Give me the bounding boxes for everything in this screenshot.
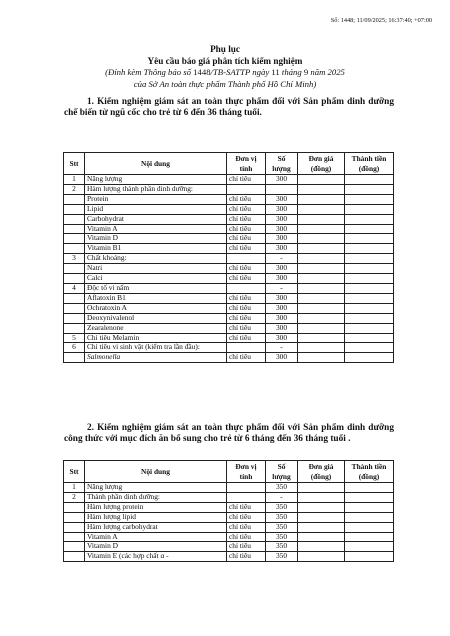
- cell-unit: chỉ tiêu: [227, 194, 266, 204]
- cell-unit-price: [298, 522, 345, 532]
- cell-unit: [227, 343, 266, 353]
- cell-content: Aflatoxin B1: [85, 293, 227, 303]
- cell-total: [345, 204, 394, 214]
- cell-total: [345, 194, 394, 204]
- table-row: [64, 502, 394, 512]
- cell-unit: chỉ tiêu: [227, 512, 266, 522]
- cell-quantity: 300: [266, 204, 298, 214]
- cell-content: Ochratoxin A: [85, 303, 227, 313]
- cell-unit: chỉ tiêu: [227, 313, 266, 323]
- cell-total: [345, 502, 394, 512]
- cell-total: [345, 323, 394, 333]
- cell-quantity: -: [266, 492, 298, 502]
- cell-unit-price: [298, 323, 345, 333]
- cell-quantity: 300: [266, 313, 298, 323]
- cell-quantity: 300: [266, 333, 298, 343]
- cell-quantity: 350: [266, 502, 298, 512]
- cell-stt: [64, 532, 85, 542]
- table-row: [64, 234, 394, 244]
- cell-unit: [227, 283, 266, 293]
- cell-quantity: 350: [266, 552, 298, 562]
- cell-total: [345, 313, 394, 323]
- cell-unit: chỉ tiêu: [227, 353, 266, 363]
- table-row: [64, 313, 394, 323]
- cell-content: Chỉ tiêu vi sinh vật (kiểm tra lần đầu):: [85, 343, 227, 353]
- cell-stt: 1: [64, 175, 85, 185]
- table-row: [64, 214, 394, 224]
- col-header-total: Thành tiền (đồng): [345, 461, 394, 483]
- cell-unit: chỉ tiêu: [227, 303, 266, 313]
- cell-unit-price: [298, 244, 345, 254]
- cell-quantity: -: [266, 283, 298, 293]
- cell-stt: [64, 264, 85, 274]
- reference-line: (Đính kèm Thông báo số 1448/TB-SATTP ngày 11 tháng 9 năm 2025: [105, 67, 345, 77]
- cell-content: Chỉ tiêu Melamin: [85, 333, 227, 343]
- cell-quantity: 300: [266, 175, 298, 185]
- col-header-content: Nội dung: [85, 153, 227, 175]
- table-row: [64, 303, 394, 313]
- cell-stt: [64, 502, 85, 512]
- cell-unit: chỉ tiêu: [227, 522, 266, 532]
- table-row: [64, 542, 394, 552]
- cell-unit: chỉ tiêu: [227, 214, 266, 224]
- cell-content: Carbohydrat: [85, 214, 227, 224]
- cell-quantity: 350: [266, 512, 298, 522]
- cell-unit-price: [298, 333, 345, 343]
- cell-content: Vitamin A: [85, 532, 227, 542]
- cell-quantity: 300: [266, 214, 298, 224]
- cell-unit: chỉ tiêu: [227, 224, 266, 234]
- cell-unit-price: [298, 274, 345, 284]
- col-header-unit-price: Đơn giá (đồng): [298, 153, 345, 175]
- cell-quantity: 300: [266, 244, 298, 254]
- page-subtitle: Yêu cầu báo giá phân tích kiểm nghiệm: [147, 56, 303, 66]
- cell-unit-price: [298, 542, 345, 552]
- table-row: [64, 532, 394, 542]
- cell-quantity: 300: [266, 234, 298, 244]
- table-row: [64, 184, 394, 194]
- cell-total: [345, 254, 394, 264]
- cell-quantity: 350: [266, 483, 298, 493]
- cell-content: Vitamin D: [85, 542, 227, 552]
- cell-unit-price: [298, 194, 345, 204]
- cell-unit: [227, 184, 266, 194]
- cell-unit: chỉ tiêu: [227, 502, 266, 512]
- cell-quantity: 300: [266, 303, 298, 313]
- cell-unit: chỉ tiêu: [227, 542, 266, 552]
- cell-unit: [227, 492, 266, 502]
- cell-unit: chỉ tiêu: [227, 204, 266, 214]
- cell-quantity: 300: [266, 224, 298, 234]
- cell-stt: [64, 552, 85, 562]
- col-header-quantity: Số lượng: [266, 461, 298, 483]
- cell-unit-price: [298, 353, 345, 363]
- cell-total: [345, 353, 394, 363]
- cell-unit-price: [298, 184, 345, 194]
- cell-total: [345, 303, 394, 313]
- cell-content: Zearalenone: [85, 323, 227, 333]
- cell-total: [345, 522, 394, 532]
- cell-total: [345, 492, 394, 502]
- cell-unit-price: [298, 303, 345, 313]
- cell-unit-price: [298, 214, 345, 224]
- cell-total: [345, 234, 394, 244]
- table-row: [64, 274, 394, 284]
- cell-content: Vitamin E (các hợp chất α -: [85, 552, 227, 562]
- cell-content: Deoxynivalenol: [85, 313, 227, 323]
- col-header-stt: Stt: [64, 461, 85, 483]
- cell-unit-price: [298, 502, 345, 512]
- table-header-row: [64, 153, 394, 175]
- cell-quantity: 350: [266, 522, 298, 532]
- cell-stt: [64, 522, 85, 532]
- cell-stt: [64, 313, 85, 323]
- cell-stt: 2: [64, 492, 85, 502]
- table-row: [64, 283, 394, 293]
- cell-total: [345, 333, 394, 343]
- cell-total: [345, 293, 394, 303]
- document-stamp: Số: 1448; 11/09/2025; 16:37:40; +07:00: [330, 17, 432, 24]
- cell-stt: [64, 542, 85, 552]
- cell-quantity: 300: [266, 353, 298, 363]
- cell-stt: [64, 353, 85, 363]
- cell-content: Chất khoáng:: [85, 254, 227, 264]
- cell-quantity: 300: [266, 264, 298, 274]
- cell-total: [345, 264, 394, 274]
- table-row: [64, 353, 394, 363]
- cell-content: Năng lượng: [85, 175, 227, 185]
- cell-content: Hàm lượng lipid: [85, 512, 227, 522]
- cell-stt: 1: [64, 483, 85, 493]
- cell-stt: 6: [64, 343, 85, 353]
- cell-unit-price: [298, 552, 345, 562]
- cell-unit: chỉ tiêu: [227, 175, 266, 185]
- table-row: [64, 512, 394, 522]
- cell-unit: chỉ tiêu: [227, 293, 266, 303]
- col-header-content: Nội dung: [85, 461, 227, 483]
- cell-unit-price: [298, 234, 345, 244]
- cell-unit-price: [298, 492, 345, 502]
- cell-content: Thành phần dinh dưỡng:: [85, 492, 227, 502]
- cell-total: [345, 184, 394, 194]
- cell-content: Hàm lượng carbohydrat: [85, 522, 227, 532]
- cell-stt: [64, 234, 85, 244]
- table-row: [64, 343, 394, 353]
- cell-stt: [64, 303, 85, 313]
- cell-unit-price: [298, 254, 345, 264]
- col-header-unit-price: Đơn giá (đồng): [298, 461, 345, 483]
- cell-content: Vitamin A: [85, 224, 227, 234]
- cell-total: [345, 274, 394, 284]
- table-row: [64, 483, 394, 493]
- cell-stt: 3: [64, 254, 85, 264]
- cell-stt: 2: [64, 184, 85, 194]
- table-row: [64, 254, 394, 264]
- col-header-total: Thành tiền (đồng): [345, 153, 394, 175]
- reference-month: 9: [303, 67, 309, 77]
- table-row: [64, 264, 394, 274]
- col-header-stt: Stt: [64, 153, 85, 175]
- cell-total: [345, 532, 394, 542]
- section-1-table: [63, 152, 394, 363]
- cell-stt: [64, 323, 85, 333]
- reference-number: 1448: [193, 67, 211, 77]
- cell-total: [345, 214, 394, 224]
- cell-stt: [64, 244, 85, 254]
- col-header-quantity: Số lượng: [266, 153, 298, 175]
- cell-unit: chỉ tiêu: [227, 552, 266, 562]
- cell-content: Lipid: [85, 204, 227, 214]
- cell-unit-price: [298, 313, 345, 323]
- table-row: [64, 244, 394, 254]
- cell-unit: [227, 254, 266, 264]
- cell-stt: [64, 204, 85, 214]
- cell-quantity: 300: [266, 323, 298, 333]
- cell-quantity: 300: [266, 274, 298, 284]
- reference-line-2: của Sở An toàn thực phẩm Thành phố Hồ Chí Minh): [133, 79, 317, 89]
- cell-unit: chỉ tiêu: [227, 274, 266, 284]
- cell-unit: chỉ tiêu: [227, 264, 266, 274]
- cell-total: [345, 552, 394, 562]
- table-row: [64, 522, 394, 532]
- cell-unit: chỉ tiêu: [227, 244, 266, 254]
- cell-content: Calci: [85, 274, 227, 284]
- cell-quantity: 300: [266, 194, 298, 204]
- cell-unit: [227, 483, 266, 493]
- reference-day: 11: [271, 67, 280, 77]
- cell-stt: [64, 293, 85, 303]
- cell-content: Vitamin D: [85, 234, 227, 244]
- cell-quantity: 350: [266, 542, 298, 552]
- table-header-row: [64, 461, 394, 483]
- cell-total: [345, 283, 394, 293]
- cell-unit-price: [298, 204, 345, 214]
- cell-unit-price: [298, 224, 345, 234]
- cell-total: [345, 512, 394, 522]
- cell-content: Độc tố vi nấm: [85, 283, 227, 293]
- table-row: [64, 293, 394, 303]
- table-row: [64, 224, 394, 234]
- cell-unit: chỉ tiêu: [227, 333, 266, 343]
- col-header-unit: Đơn vị tính: [227, 153, 266, 175]
- cell-unit-price: [298, 343, 345, 353]
- cell-content: Vitamin B1: [85, 244, 227, 254]
- section-1-heading: 1. Kiểm nghiệm giám sát an toàn thực phẩm đối với Sản phẩm dinh dưỡng chế biến từ ngũ cốc cho trẻ từ 6 đến 36 tháng tuổi.: [64, 97, 394, 119]
- table-row: [64, 333, 394, 343]
- cell-total: [345, 343, 394, 353]
- cell-unit-price: [298, 283, 345, 293]
- col-header-unit: Đơn vị tính: [227, 461, 266, 483]
- cell-content: Natri: [85, 264, 227, 274]
- section-2-heading: 2. Kiểm nghiệm giám sát an toàn thực phẩm đối với Sản phẩm dinh dưỡng công thức với mục đích ăn bổ sung cho trẻ từ 6 tháng đến 36 tháng tuổi .: [64, 423, 394, 445]
- cell-unit-price: [298, 264, 345, 274]
- cell-total: [345, 224, 394, 234]
- cell-quantity: 300: [266, 293, 298, 303]
- cell-quantity: [266, 184, 298, 194]
- cell-total: [345, 542, 394, 552]
- table-row: [64, 194, 394, 204]
- table-row: [64, 175, 394, 185]
- cell-quantity: 350: [266, 532, 298, 542]
- cell-stt: [64, 224, 85, 234]
- cell-unit: chỉ tiêu: [227, 323, 266, 333]
- table-row: [64, 492, 394, 502]
- cell-stt: 4: [64, 283, 85, 293]
- cell-unit-price: [298, 483, 345, 493]
- cell-total: [345, 244, 394, 254]
- cell-unit-price: [298, 175, 345, 185]
- cell-unit-price: [298, 512, 345, 522]
- cell-content: Hàm lượng protein: [85, 502, 227, 512]
- cell-unit: chỉ tiêu: [227, 532, 266, 542]
- cell-unit-price: [298, 532, 345, 542]
- cell-stt: 5: [64, 333, 85, 343]
- cell-stt: [64, 274, 85, 284]
- table-row: [64, 552, 394, 562]
- page-title: Phụ lục: [210, 44, 240, 54]
- cell-stt: [64, 214, 85, 224]
- cell-unit-price: [298, 293, 345, 303]
- cell-content: Protein: [85, 194, 227, 204]
- cell-content: Salmonella: [85, 353, 227, 363]
- table-row: [64, 204, 394, 214]
- cell-total: [345, 483, 394, 493]
- section-2-table: [63, 460, 394, 562]
- cell-content: Năng lượng: [85, 483, 227, 493]
- cell-quantity: -: [266, 343, 298, 353]
- cell-stt: [64, 512, 85, 522]
- cell-quantity: -: [266, 254, 298, 264]
- cell-total: [345, 175, 394, 185]
- cell-unit: chỉ tiêu: [227, 234, 266, 244]
- cell-content: Hàm lượng thành phần dinh dưỡng:: [85, 184, 227, 194]
- cell-stt: [64, 194, 85, 204]
- table-row: [64, 323, 394, 333]
